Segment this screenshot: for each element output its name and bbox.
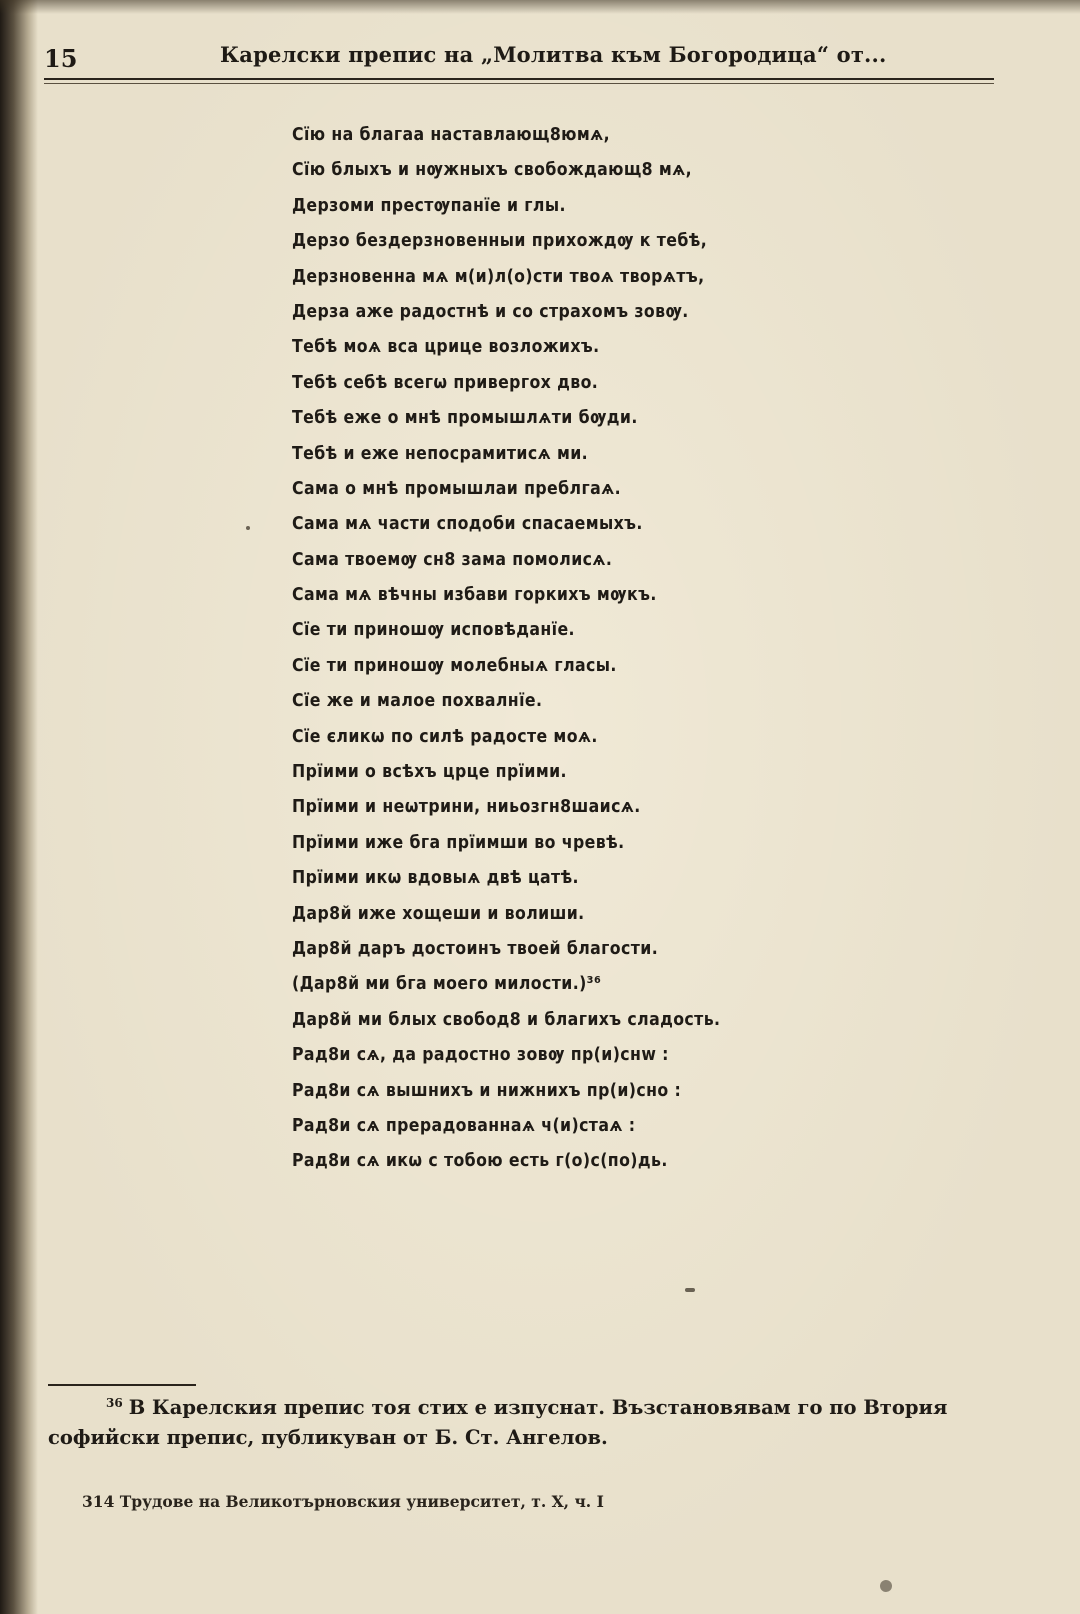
verse-line: Дерзоми престѹпанїе и глы.	[292, 195, 566, 216]
verse-line: Сама мѧ вѣчны избави горкихъ мѹкъ.	[292, 585, 657, 606]
verse-line: Дерзновенна мѧ м(и)л(о)сти твоѧ творѧтъ,	[292, 266, 705, 287]
paper-speck	[246, 526, 250, 530]
verse-line: Сїю блыхъ и нѹжныхъ свобождающ8 мѧ,	[292, 160, 693, 181]
top-edge-shadow	[0, 0, 1080, 14]
verse-line: (Дар8й ми бга моего милости.)³⁶	[292, 974, 602, 995]
running-head: Карелски препис на „Молитва към Богородица“ от...	[220, 42, 887, 67]
verse-line: Дар8й ми блых свобод8 и благихъ сладость.	[292, 1009, 721, 1030]
paper-speck	[685, 1288, 695, 1292]
verse-line: Сама твоемѹ сн8 зама помолисѧ.	[292, 549, 613, 570]
verse-line: Тебѣ еже о мнѣ промышлѧти бѹди.	[292, 408, 638, 429]
page-footer: 314 Трудове на Великотърновския университет, т. X, ч. I	[82, 1492, 604, 1511]
verse-line: Сїю на благаа наставлающ8юмѧ,	[292, 125, 611, 145]
spine-shadow	[0, 0, 38, 1614]
verse-list	[292, 118, 992, 1180]
footnote	[48, 1393, 1028, 1453]
verse-line: Сїе ти приношѹ молебныѧ гласы.	[292, 655, 617, 676]
verse-line: Сама о мнѣ промышлаи преблгаѧ.	[292, 478, 621, 499]
verse-line: Дар8й иже хощеши и волиши.	[292, 903, 585, 924]
footnote-marker: 36	[106, 1395, 123, 1410]
verse-line: Дерза аже радостнѣ и со страхомъ зовѹ.	[292, 301, 689, 322]
verse-line: Рад8и сѧ прерадованнаѧ ч(и)стаѧ :	[292, 1115, 636, 1136]
verse-line: Прїими иже бга прїимши во чревѣ.	[292, 832, 625, 853]
verse-line: Дар8й даръ достоинъ твоей благости.	[292, 938, 659, 959]
header-rule-thin	[44, 83, 994, 84]
verse-line: Прїими и неѡтрини, ниьозгн8шаисѧ.	[292, 797, 641, 818]
footnote-rule	[48, 1384, 196, 1386]
verse-line: Сїе ти приношѹ исповѣданїе.	[292, 620, 575, 641]
verse-line: Дерзо бездерзновенныи прихождѹ к тебѣ,	[292, 231, 708, 252]
verse-line: Тебѣ себѣ всегѡ привергох дво.	[292, 372, 599, 393]
page-number: 15	[44, 44, 78, 73]
verse-line: Тебѣ моѧ вса црице возложихъ.	[292, 337, 600, 358]
verse-line: Прїими икѡ вдовыѧ двѣ цатѣ.	[292, 868, 579, 889]
verse-line: Сїе же и малое похвалнїе.	[292, 691, 543, 712]
paper-speck	[880, 1580, 892, 1592]
header-rule	[44, 78, 994, 80]
verse-line: Сама мѧ части сподоби спасаемыхъ.	[292, 514, 643, 535]
footnote-text: В Карелския препис тоя стих е изпуснат. Възстановявам го по Втория софийски препис, публикуван от Б. Ст. Ангелов.	[48, 1396, 948, 1449]
verse-line: Тебѣ и еже непосрамитисѧ ми.	[292, 443, 589, 464]
verse-line: Рад8и сѧ, да радостно зовѹ пр(и)снw :	[292, 1045, 669, 1066]
verse-line: Рад8и сѧ икѡ с тобою есть г(о)с(по)дь.	[292, 1151, 668, 1172]
verse-line: Прїими о всѣхъ црце прїими.	[292, 762, 567, 783]
verse-line: Рад8и сѧ вышнихъ и нижнихъ пр(и)сно :	[292, 1080, 682, 1101]
verse-line: Сїе єликѡ по силѣ радосте моѧ.	[292, 726, 598, 747]
